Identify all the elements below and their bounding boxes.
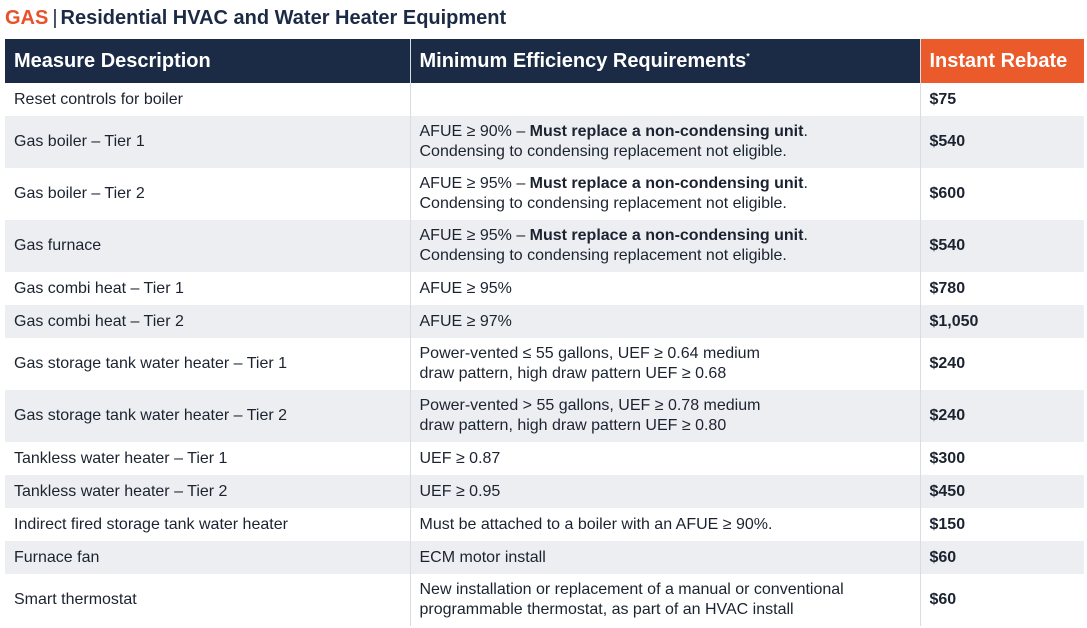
rebate-cell: $600 [920,168,1084,220]
requirement-cell [410,390,920,442]
requirement-cell [410,338,920,390]
requirement-cell [410,541,920,574]
requirement-line-1: New installation or replacement of a manual or conventional [419,581,844,598]
table-row [5,442,1084,475]
requirement-line-2: draw pattern, high draw pattern UEF ≥ 0.68 [419,365,727,382]
requirement-emphasis: Must replace a non-condensing unit [529,175,804,192]
requirement-line-1: AFUE ≥ 95% [419,279,512,297]
requirement-line-2: Condensing to condensing replacement not eligible. [419,195,787,212]
requirement-line-1: Power-vented ≤ 55 gallons, UEF ≥ 0.64 medium [419,345,760,362]
requirement-cell [410,574,920,626]
table-row [5,220,1084,272]
table-row [5,168,1084,220]
measure-cell: Gas boiler – Tier 2 [5,168,410,220]
rebate-cell: $75 [920,83,1084,116]
rebate-cell: $540 [920,220,1084,272]
rebate-cell: $780 [920,272,1084,305]
title-text: Residential HVAC and Water Heater Equipment [60,7,507,29]
measure-cell: Gas combi heat – Tier 1 [5,272,410,305]
requirement-line-2: draw pattern, high draw pattern UEF ≥ 0.80 [419,417,727,434]
requirement-cell [410,305,920,338]
measure-cell: Gas combi heat – Tier 2 [5,305,410,338]
requirement-cell [410,83,920,116]
title-separator: | [52,7,58,29]
table-row [5,272,1084,305]
title-prefix: GAS [5,7,49,29]
measure-cell: Furnace fan [5,541,410,574]
rebate-table [5,39,1084,626]
table-row [5,338,1084,390]
rebate-cell: $60 [920,574,1084,626]
requirement-cell [410,116,920,168]
rebate-cell: $150 [920,508,1084,541]
requirement-line-1: Power-vented > 55 gallons, UEF ≥ 0.78 medium [419,397,761,414]
table-row [5,508,1084,541]
table-row [5,475,1084,508]
table-row [5,83,1084,116]
rebate-cell: $450 [920,475,1084,508]
requirement-line-1: UEF ≥ 0.87 [419,449,501,467]
requirement-line-2: Condensing to condensing replacement not eligible. [419,143,787,160]
table-row [5,574,1084,626]
requirement-emphasis: Must replace a non-condensing unit [529,123,804,140]
requirement-line-1: ECM motor install [419,548,546,566]
table-header-row [5,39,1084,83]
table-row [5,390,1084,442]
table-row [5,116,1084,168]
requirement-line-2: Condensing to condensing replacement not eligible. [419,247,787,264]
table-row [5,541,1084,574]
measure-cell: Indirect fired storage tank water heater [5,508,410,541]
requirement-line-1: AFUE ≥ 90% – Must replace a non-condensing unit. [419,123,808,140]
requirement-line-1: AFUE ≥ 97% [419,312,512,330]
measure-cell: Gas storage tank water heater – Tier 2 [5,390,410,442]
rebate-cell: $60 [920,541,1084,574]
requirement-cell [410,168,920,220]
requirement-line-1: AFUE ≥ 95% – Must replace a non-condensing unit. [419,227,808,244]
requirement-cell [410,475,920,508]
requirement-cell [410,272,920,305]
measure-cell: Tankless water heater – Tier 1 [5,442,410,475]
rebate-cell: $240 [920,390,1084,442]
requirement-line-1: UEF ≥ 0.95 [419,482,501,500]
page-title [5,5,506,31]
rebate-cell: $240 [920,338,1084,390]
rebate-cell: $540 [920,116,1084,168]
rebate-cell: $300 [920,442,1084,475]
header-measure: Measure Description [5,39,410,83]
table-row [5,305,1084,338]
measure-cell: Gas storage tank water heater – Tier 1 [5,338,410,390]
measure-cell: Reset controls for boiler [5,83,410,116]
requirement-line-1: AFUE ≥ 95% – Must replace a non-condensing unit. [419,175,808,192]
requirement-line-2: programmable thermostat, as part of an HVAC install [419,601,794,618]
measure-cell: Gas boiler – Tier 1 [5,116,410,168]
header-requirements: Minimum Efficiency Requirements* [410,39,920,83]
rebate-cell: $1,050 [920,305,1084,338]
header-rebate: Instant Rebate [920,39,1084,83]
requirement-emphasis: Must replace a non-condensing unit [529,227,804,244]
measure-cell: Gas furnace [5,220,410,272]
measure-cell: Smart thermostat [5,574,410,626]
requirement-line-1: Must be attached to a boiler with an AFUE ≥ 90%. [419,515,773,533]
footnote-mark: * [746,50,750,61]
requirement-cell [410,508,920,541]
requirement-cell [410,442,920,475]
requirement-cell [410,220,920,272]
measure-cell: Tankless water heater – Tier 2 [5,475,410,508]
